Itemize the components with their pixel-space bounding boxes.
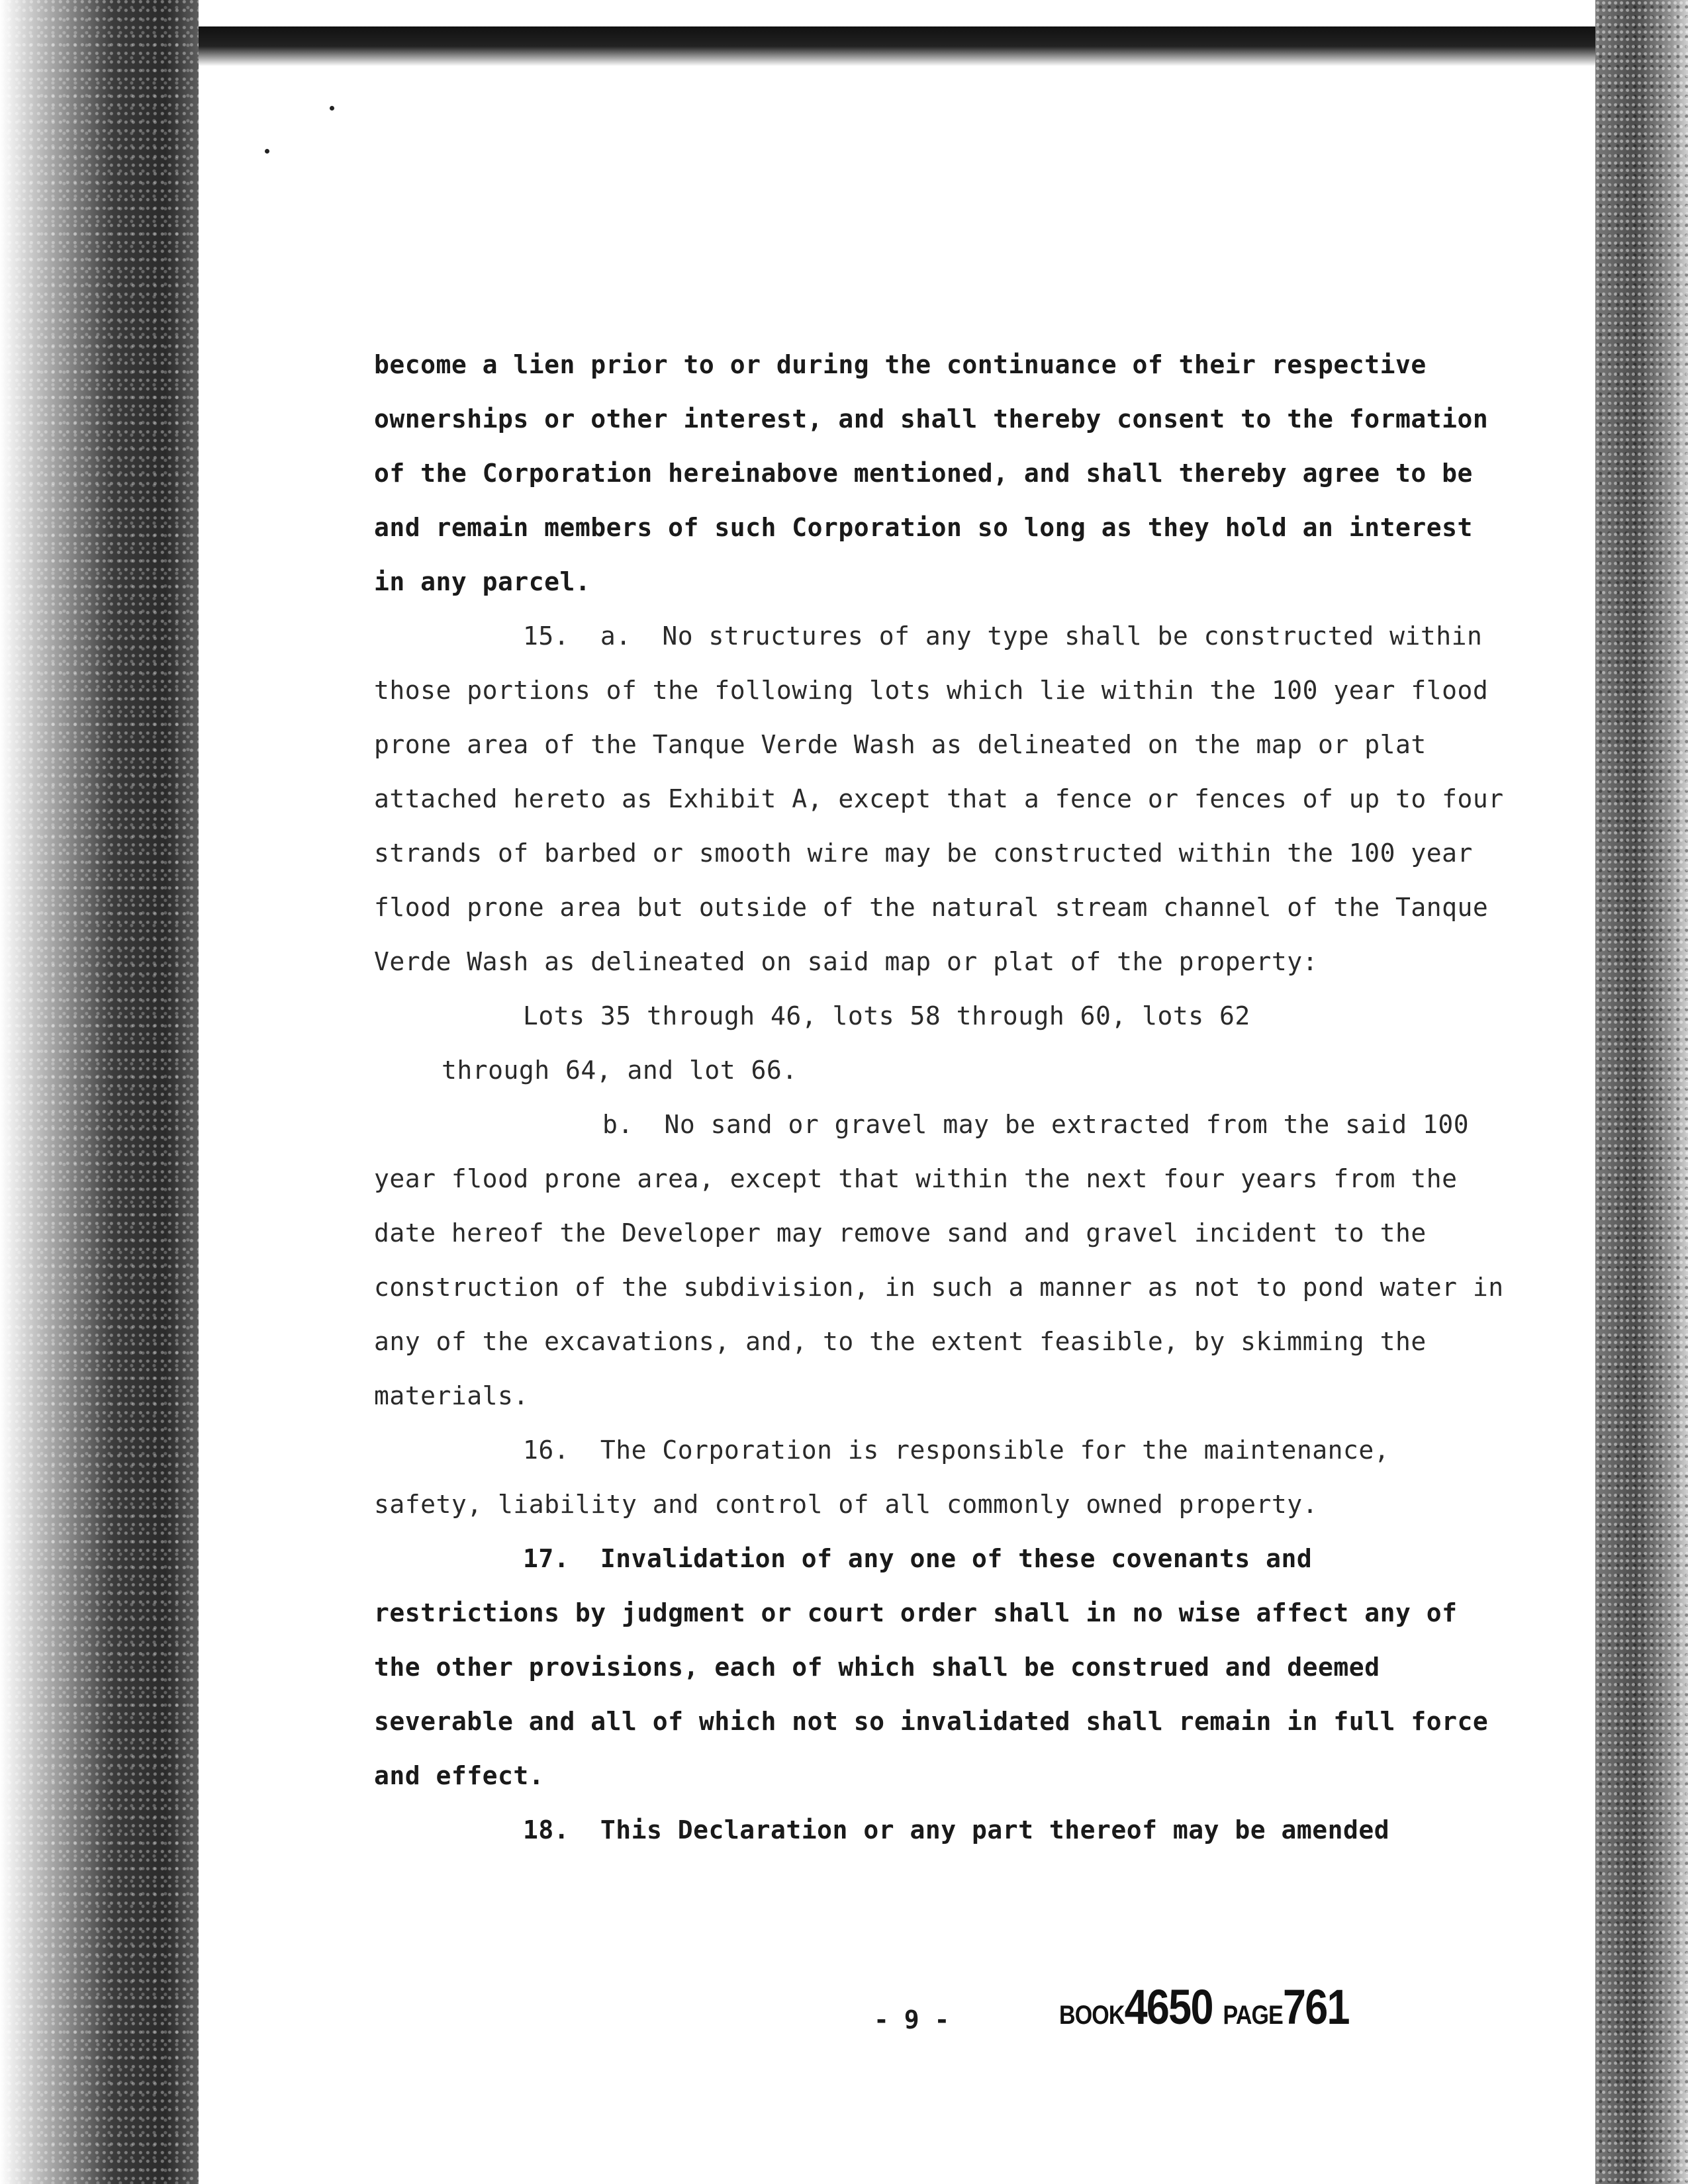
paragraph-17: 17. Invalidation of any one of these covenants and restrictions by judgment or court order shall in no wise affect any of the other provisions, each of which shall be construed and deemed severable and all of which not so invalidated shall remain in full force and effect. xyxy=(374,1544,1504,1790)
stamp-page-number: 761 xyxy=(1282,1979,1349,2034)
document-body xyxy=(374,338,1519,1857)
book-number: 4650 xyxy=(1124,1979,1213,2034)
paragraph-15a: 15. a. No structures of any type shall be constructed within those portions of the following lots which lie within the 100 year flood prone area of the Tanque Verde Wash as delineated on the map or plat attached hereto as Exhibit A, except that a fence or fences of up to four strands of barbed or smooth wire may be constructed within the 100 year flood prone area but outside of the natural stream channel of the Tanque Verde Wash as delineated on said map or plat of the property: xyxy=(374,621,1519,976)
scan-edge-top xyxy=(199,26,1595,66)
scan-edge-left xyxy=(0,0,199,2184)
paragraph-18: 18. This Declaration or any part thereof may be amended xyxy=(523,1815,1390,1844)
paragraph-16: 16. The Corporation is responsible for the maintenance, safety, liability and control of all commonly owned property. xyxy=(374,1435,1405,1519)
paragraph-15b: b. No sand or gravel may be extracted from the said 100 year flood prone area, except that within the next four years from the date hereof the Developer may remove sand and gravel incident to the construction of the subdivision, in such a manner as not to pond water in any of the excavations, and, to the extent feasible, by skimming the materials. xyxy=(374,1110,1519,1410)
page-label: PAGE xyxy=(1223,2001,1283,2030)
lots-list-line-1: Lots 35 through 46, lots 58 through 60, lots 62 xyxy=(523,1001,1250,1030)
book-page-stamp xyxy=(1059,1979,1349,2035)
scan-speck xyxy=(330,106,334,111)
scan-edge-right xyxy=(1595,0,1688,2184)
lots-list-line-2: through 64, and lot 66. xyxy=(442,1056,798,1085)
book-label: BOOK xyxy=(1059,2001,1125,2030)
scan-speck xyxy=(265,149,269,154)
paragraph-continuation: become a lien prior to or during the continuance of their respective ownerships or other interest, and shall thereby consent to the formation of the Corporation hereinabove mentioned, and shall thereby agree to be and remain members of such Corporation so long as they hold an interest in any parcel. xyxy=(374,350,1504,596)
page-number: - 9 - xyxy=(874,2005,950,2034)
